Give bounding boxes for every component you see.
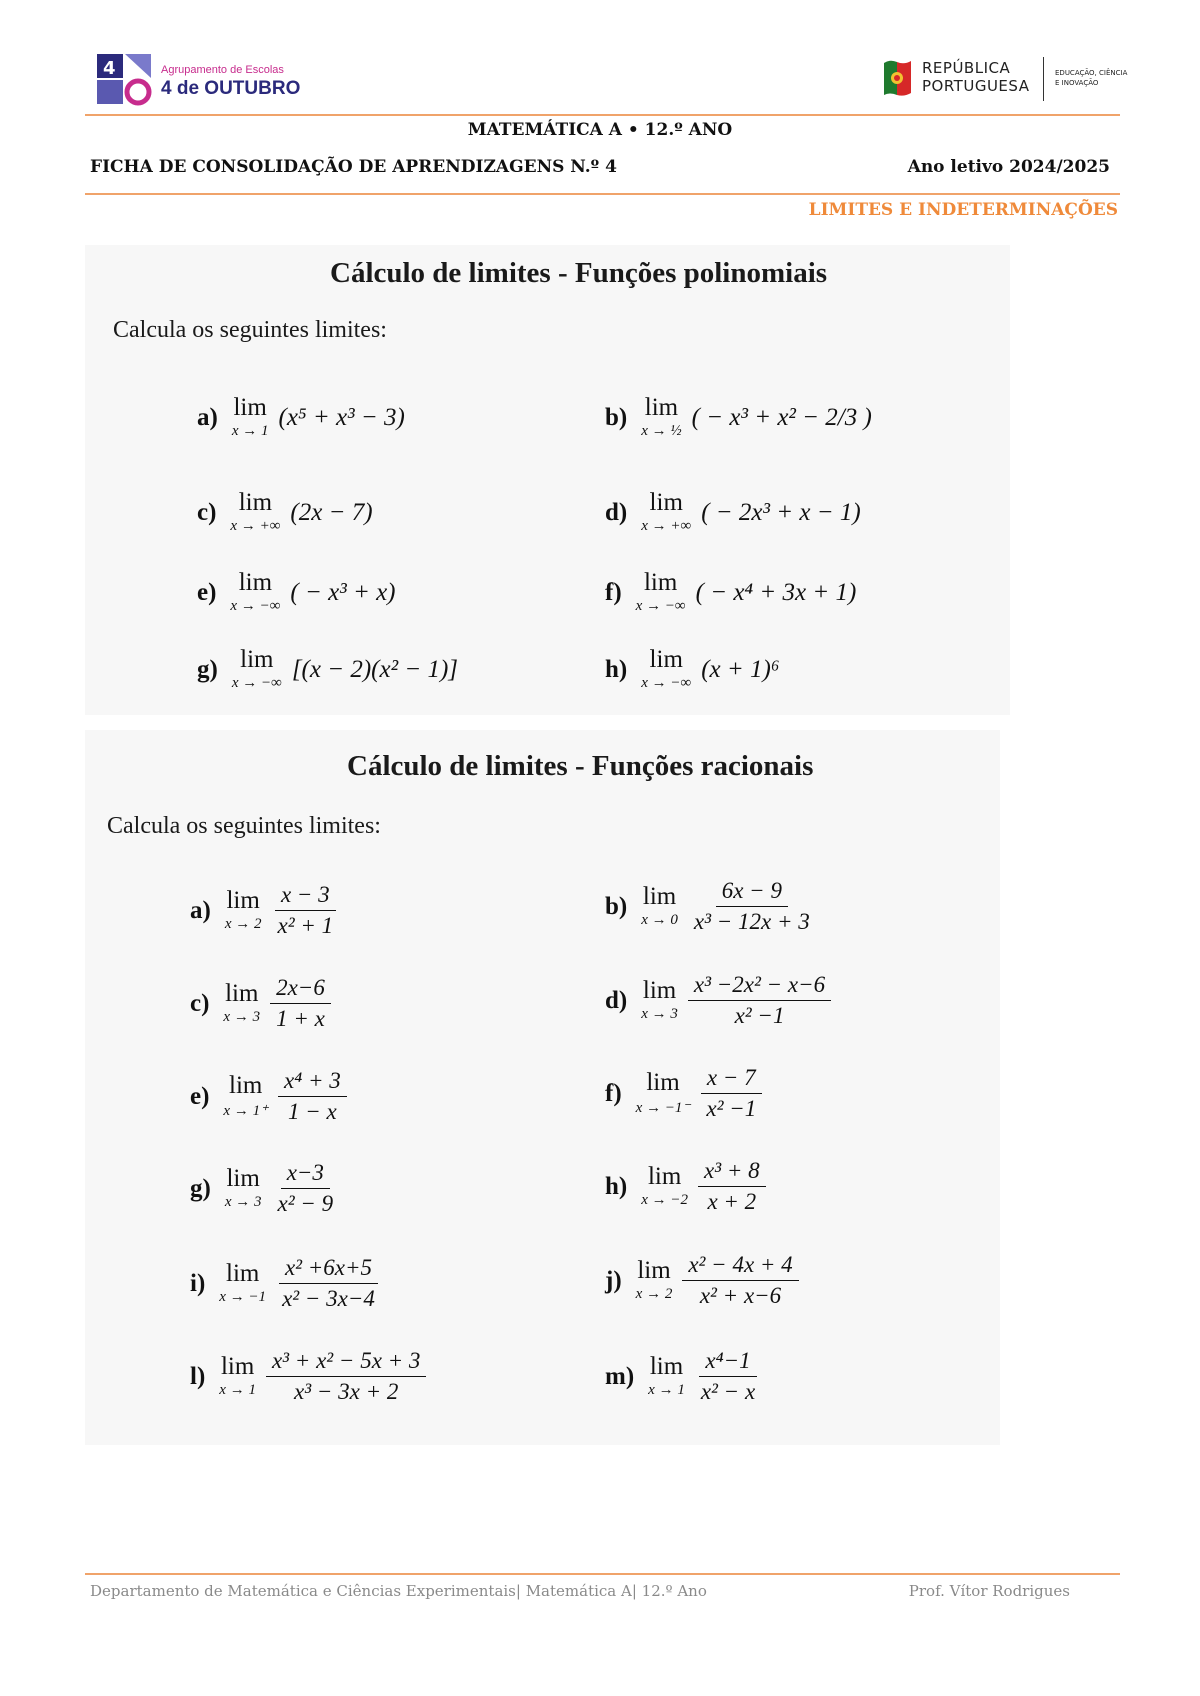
topic-label: LIMITES E INDETERMINAÇÕES (808, 200, 1118, 220)
limit-operator: lim x → 1 (219, 1353, 256, 1398)
sheet-title: FICHA DE CONSOLIDAÇÃO DE APRENDIZAGENS N.º 4 (90, 157, 617, 177)
fraction (270, 975, 331, 1032)
numerator: x − 3 (275, 882, 336, 911)
exercise-label: f) (605, 578, 622, 606)
fraction (272, 1160, 340, 1217)
exercise-item (605, 972, 831, 1029)
exercise-item (197, 395, 405, 440)
rational-panel (85, 730, 1000, 1445)
limit-operator: lim x → −∞ (231, 646, 282, 691)
denominator: x² + x−6 (699, 1283, 782, 1308)
denominator: x² −1 (734, 1003, 785, 1028)
fraction (695, 1348, 761, 1405)
school-logo-mark-icon (95, 52, 155, 106)
svg-text:4: 4 (103, 58, 116, 79)
exercise-label: h) (605, 655, 628, 683)
school-name-line1: Agrupamento de Escolas (161, 64, 284, 76)
polynomial-panel (85, 245, 1010, 715)
fraction (698, 1158, 766, 1215)
fraction (682, 1252, 798, 1309)
numerator: x² − 4x + 4 (682, 1252, 798, 1281)
numerator: 6x − 9 (716, 878, 788, 907)
exercise-item (605, 1065, 762, 1122)
exercise-label: d) (605, 986, 628, 1014)
exercise-label: d) (605, 498, 628, 526)
exercise-item (605, 1252, 799, 1309)
header-rule-bottom (85, 193, 1120, 195)
exercise-item (197, 570, 395, 615)
numerator: x³ −2x² − x−6 (688, 972, 831, 1001)
polynomial-intro: Calcula os seguintes limites: (113, 317, 387, 343)
limit-operator: lim x → 1⁺ (223, 1072, 268, 1119)
ministry-line2: E INOVAÇÃO (1055, 79, 1099, 87)
exercise-item (190, 1068, 347, 1125)
numerator: x − 7 (701, 1065, 762, 1094)
numerator: 2x−6 (270, 975, 331, 1004)
limit-operator: lim x → 3 (223, 980, 261, 1025)
numerator: x³ + 8 (698, 1158, 766, 1187)
limit-operator: lim x → −∞ (635, 569, 686, 614)
numerator: x⁴−1 (699, 1348, 756, 1377)
limit-operator: lim x → ½ (641, 394, 682, 439)
exercise-label: g) (190, 1174, 211, 1202)
limit-operator: lim x → −∞ (641, 646, 692, 691)
limit-expression: (2x − 7) (290, 498, 373, 526)
fraction (700, 1065, 762, 1122)
subject-title: MATEMÁTICA A • 12.º ANO (467, 120, 733, 140)
exercise-label: l) (190, 1362, 206, 1390)
limit-expression: (x⁵ + x³ − 3) (278, 403, 405, 431)
limit-expression: ( − x³ + x) (290, 578, 396, 606)
exercise-label: b) (605, 892, 628, 920)
exercise-label: g) (197, 655, 218, 683)
republic-line1: REPÚBLICA (922, 59, 1011, 77)
denominator: x³ − 3x + 2 (294, 1379, 399, 1404)
denominator: x² − 9 (277, 1191, 334, 1216)
school-year: Ano letivo 2024/2025 (907, 157, 1110, 177)
denominator: x² −1 (706, 1096, 757, 1121)
exercise-item (197, 490, 373, 535)
logo-divider (1043, 57, 1044, 101)
exercise-label: c) (190, 989, 210, 1017)
exercise-item (605, 570, 856, 615)
exercise-item (190, 1348, 426, 1405)
republic-line2: PORTUGUESA (922, 77, 1030, 95)
exercise-label: h) (605, 1172, 628, 1200)
denominator: x² − x (700, 1379, 756, 1404)
exercise-label: e) (190, 1082, 210, 1110)
exercise-item (605, 395, 872, 440)
limit-operator: lim x → 3 (224, 1165, 262, 1210)
exercise-item (190, 1255, 381, 1312)
exercise-item (605, 490, 861, 535)
limit-expression: (x + 1)⁶ (701, 655, 780, 683)
limit-expression: ( − 2x³ + x − 1) (701, 498, 861, 526)
exercise-item (605, 878, 816, 935)
fraction (272, 882, 340, 939)
denominator: 1 − x (288, 1099, 337, 1124)
portugal-flag-icon (880, 57, 914, 97)
fraction (266, 1348, 426, 1405)
denominator: x² − 3x−4 (282, 1286, 375, 1311)
exercise-item (605, 647, 780, 692)
numerator: x² +6x+5 (279, 1255, 378, 1284)
limit-expression: [(x − 2)(x² − 1)] (291, 655, 458, 683)
numerator: x⁴ + 3 (278, 1068, 347, 1097)
limit-operator: lim x → 0 (641, 883, 678, 928)
exercise-label: a) (197, 403, 218, 431)
footer-rule (85, 1573, 1120, 1575)
exercise-label: m) (605, 1362, 635, 1390)
exercise-item (197, 647, 458, 692)
limit-operator: lim x → 2 (635, 1257, 673, 1302)
exercise-label: i) (190, 1269, 206, 1297)
rational-title: Cálculo de limites - Funções racionais (347, 750, 814, 782)
ministry-line1: EDUCAÇÃO, CIÊNCIA (1055, 69, 1128, 77)
exercise-label: f) (605, 1079, 622, 1107)
footer-teacher: Prof. Vítor Rodrigues (908, 1582, 1070, 1600)
limit-operator: lim x → −∞ (230, 569, 281, 614)
exercise-item (190, 975, 331, 1032)
footer-department: Departamento de Matemática e Ciências Experimentais| Matemática A| 12.º Ano (90, 1582, 707, 1600)
exercise-label: e) (197, 578, 217, 606)
exercise-item (605, 1348, 761, 1405)
fraction (278, 1068, 347, 1125)
fraction (276, 1255, 381, 1312)
fraction (688, 972, 831, 1029)
denominator: x² + 1 (277, 913, 334, 938)
exercise-label: c) (197, 498, 217, 526)
exercise-item (605, 1158, 766, 1215)
exercise-item (190, 1160, 339, 1217)
fraction (688, 878, 816, 935)
exercise-label: j) (605, 1266, 622, 1294)
limit-operator: lim x → −1 (219, 1260, 267, 1305)
limit-operator: lim x → 1 (648, 1353, 685, 1398)
denominator: x³ − 12x + 3 (693, 909, 810, 934)
limit-operator: lim x → +∞ (641, 489, 692, 534)
school-logo (95, 50, 395, 110)
numerator: x³ + x² − 5x + 3 (266, 1348, 426, 1377)
limit-operator: lim x → −1⁻ (635, 1069, 691, 1116)
republic-logo (880, 55, 1140, 105)
exercise-label: a) (190, 896, 211, 924)
rational-intro: Calcula os seguintes limites: (107, 813, 381, 839)
school-name-line2: 4 de OUTUBRO (161, 78, 301, 99)
numerator: x−3 (281, 1160, 330, 1189)
limit-expression: ( − x³ + x² − 2/3 ) (691, 403, 872, 431)
limit-operator: lim x → +∞ (230, 489, 281, 534)
denominator: x + 2 (707, 1189, 757, 1214)
limit-operator: lim x → 1 (231, 394, 269, 439)
limit-operator: lim x → 3 (641, 977, 678, 1022)
polynomial-title: Cálculo de limites - Funções polinomiais (330, 257, 828, 289)
limit-operator: lim x → 2 (224, 887, 262, 932)
denominator: 1 + x (276, 1006, 325, 1031)
limit-operator: lim x → −2 (641, 1163, 689, 1208)
exercise-label: b) (605, 403, 628, 431)
limit-expression: ( − x⁴ + 3x + 1) (695, 578, 857, 606)
header-rule-top (85, 114, 1120, 116)
exercise-item (190, 882, 339, 939)
